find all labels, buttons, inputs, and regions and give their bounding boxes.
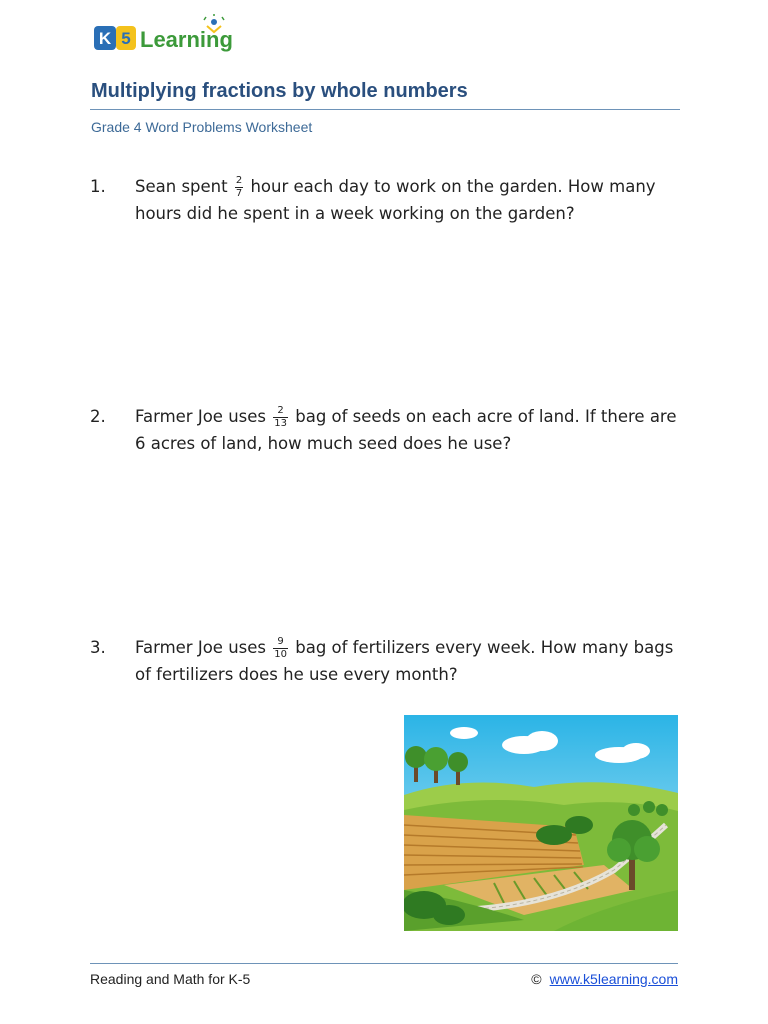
- problem-text: Farmer Joe uses $\frac{9}{10}$ bag of fertilizers every week. How many bags of fertilizers does he use every month?: [135, 636, 674, 684]
- footer-tagline: Reading and Math for K-5: [90, 971, 251, 987]
- fraction: $\frac{2}{7}$: [235, 175, 243, 199]
- problem-number: 1.: [90, 177, 106, 196]
- farm-illustration: [404, 715, 678, 931]
- footer-link-area: [531, 971, 678, 987]
- problem-text: Farmer Joe uses $\frac{2}{13}$ bag of seeds on each acre of land. If there are 6 acres of land, how much seed does he use?: [135, 405, 677, 453]
- svg-text:Learning: Learning: [140, 27, 233, 52]
- header-divider: [90, 109, 680, 110]
- problem-number: 2.: [90, 407, 106, 426]
- svg-text:5: 5: [121, 29, 131, 48]
- svg-text:K: K: [98, 29, 112, 48]
- problem-number: 3.: [90, 638, 106, 657]
- problem-text: Sean spent $\frac{2}{7}$ hour each day to work on the garden. How many hours did he spent in a week working on the garden?: [135, 175, 656, 223]
- fraction: $\frac{9}{10}$: [274, 636, 287, 660]
- copyright-symbol: ©: [531, 971, 542, 987]
- fraction: $\frac{2}{13}$: [274, 405, 287, 429]
- worksheet-subtitle: Grade 4 Word Problems Worksheet: [91, 119, 313, 135]
- k5learning-link[interactable]: www.k5learning.com: [549, 971, 678, 987]
- worksheet-title: Multiplying fractions by whole numbers: [91, 80, 468, 102]
- footer-divider: [90, 963, 678, 964]
- k5-learning-logo: [92, 14, 262, 60]
